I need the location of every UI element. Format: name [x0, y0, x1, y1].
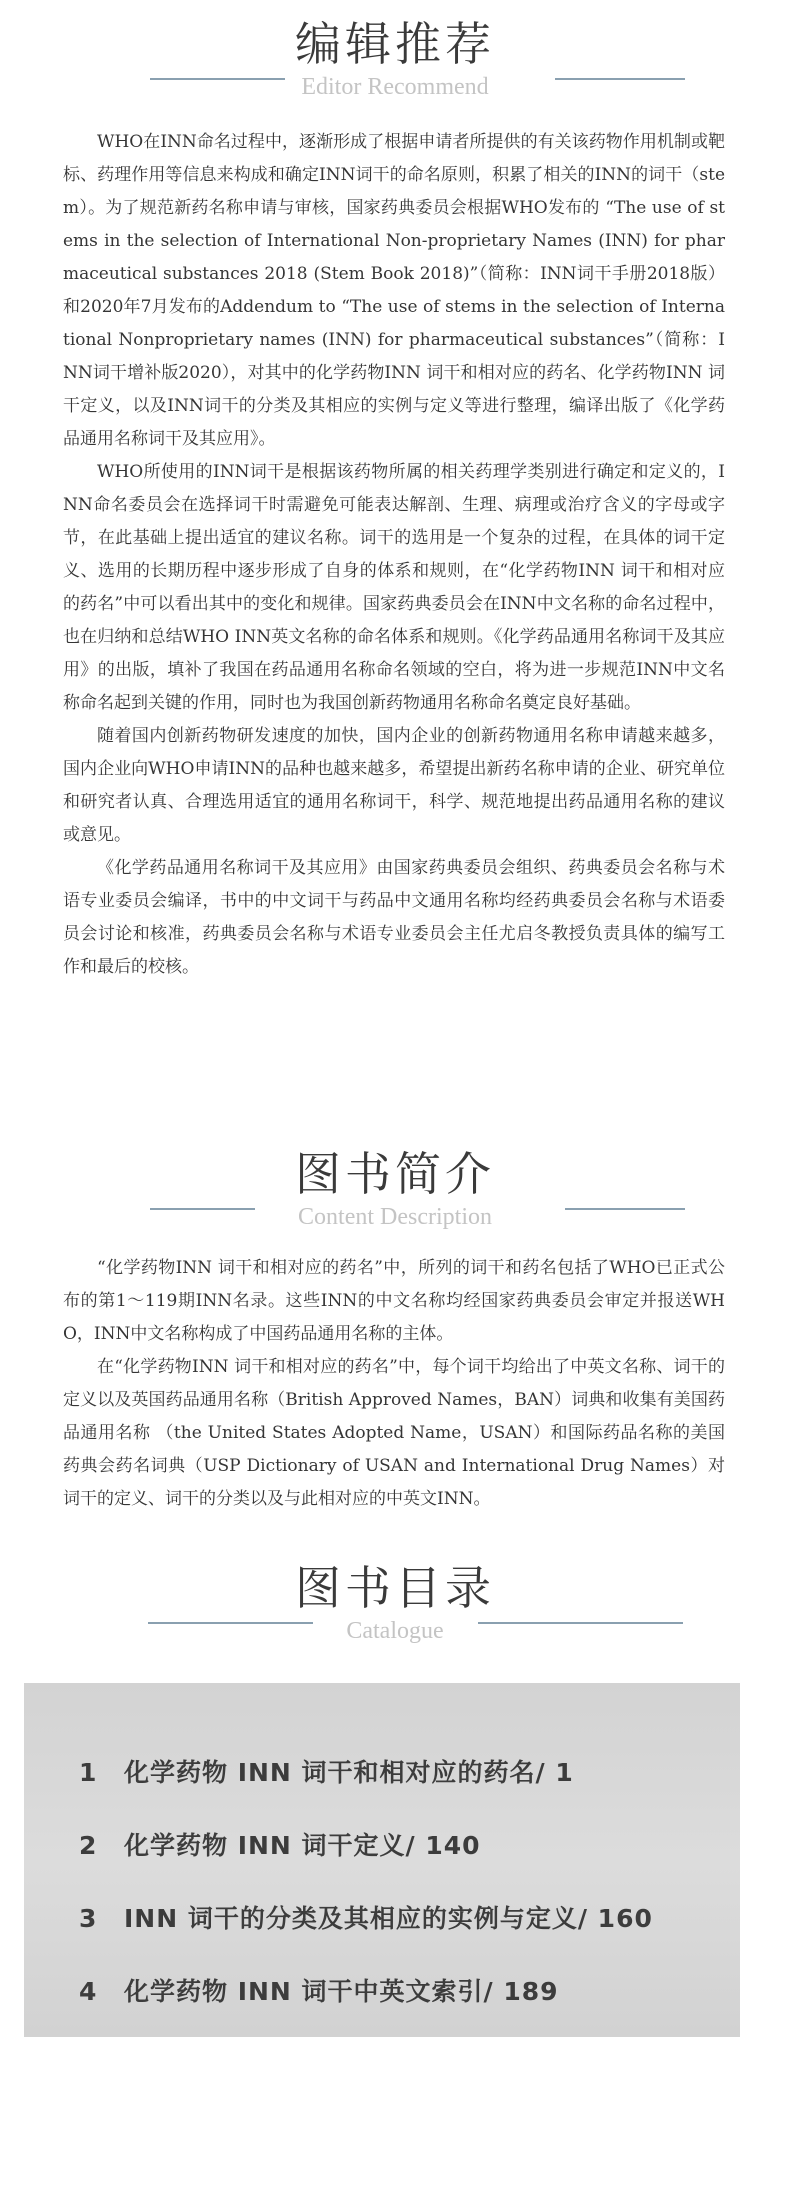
- catalogue-item-number: 4: [79, 1977, 98, 2006]
- catalogue-panel: [24, 1683, 740, 2037]
- paragraph: WHO所使用的INN词干是根据该药物所属的相关药理学类别进行确定和定义的，INN命名委员会在选择词干时需避免可能表达解剖、生理、病理或治疗含义的字母或字节，在此基础上提出适宜的建议名称。词干的选用是一个复杂的过程，在具体的词干定义、选用的长期历程中逐步形成了自身的体系和规则，在“化学药物INN 词干和相对应的药名”中可以看出其中的变化和规律。国家药典委员会在INN中文名称的命名过程中，也在归纳和总结WHO INN英文名称的命名体系和规则。《化学药品通用名称词干及其应用》的出版，填补了我国在药品通用名称命名领域的空白，将为进一步规范INN中文名称命名起到关键的作用，同时也为我国创新药物通用名称命名奠定良好基础。: [63, 462, 725, 713]
- catalogue-item-text: INN 词干的分类及其相应的实例与定义/ 160: [124, 1904, 653, 1933]
- catalogue-header: [0, 1562, 790, 1650]
- paragraph: WHO在INN命名过程中，逐渐形成了根据申请者所提供的有关该药物作用机制或靶标、药理作用等信息来构成和确定INN词干的命名原则，积累了相关的INN的词干（stem）。为了规范新药名称申请与审核，国家药典委员会根据WHO发布的 “The use of stems in the selection of International Non-proprietary Names (INN) for pharmaceutical substances 2018 (Stem Book 2018)”（简称：INN词干手册2018版）和2020年7月发布的Addendum to “The use of stems in the selection of International Nonproprietary names (INN) for pharmaceutical substances”（简称：INN词干增补版2020），对其中的化学药物INN 词干和相对应的药名、化学药物INN 词干定义，以及INN词干的分类及其相应的实例与定义等进行整理，编译出版了《化学药品通用名称词干及其应用》。: [63, 132, 725, 449]
- catalogue-item-number: 2: [79, 1831, 98, 1860]
- catalogue-item-text: 化学药物 INN 词干和相对应的药名/ 1: [124, 1758, 574, 1787]
- catalogue-item-number: 3: [79, 1904, 98, 1933]
- content-description-body: [63, 1252, 725, 1516]
- catalogue-title: 图书目录: [295, 1561, 495, 1615]
- paragraph: 在“化学药物INN 词干和相对应的药名”中，每个词干均给出了中英文名称、词干的定义以及英国药品通用名称（British Approved Names，BAN）词典和收集有美国药品通用名称 （the United States Adopted Name，USAN）和国际药品名称的美国药典会药名词典（USP Dictionary of USAN and International Drug Names）对词干的定义、词干的分类以及与此相对应的中英文INN。: [63, 1357, 725, 1509]
- catalogue-subtitle: Catalogue: [346, 1618, 444, 1644]
- editor-recommend-header: [0, 18, 790, 106]
- title-rule-right: [555, 78, 685, 80]
- catalogue-item: [79, 1753, 574, 1789]
- catalogue-item: [79, 1899, 653, 1935]
- editor-recommend-body: [63, 126, 725, 984]
- catalogue-item-text: 化学药物 INN 词干中英文索引/ 189: [124, 1977, 559, 2006]
- paragraph: 随着国内创新药物研发速度的加快，国内企业的创新药物通用名称申请越来越多，国内企业向WHO申请INN的品种也越来越多，希望提出新药名称申请的企业、研究单位和研究者认真、合理选用适宜的通用名称词干，科学、规范地提出药品通用名称的建议或意见。: [63, 726, 725, 845]
- paragraph: “化学药物INN 词干和相对应的药名”中，所列的词干和药名包括了WHO已正式公布的第1～119期INN名录。这些INN的中文名称均经国家药典委员会审定并报送WHO，INN中文名称构成了中国药品通用名称的主体。: [63, 1258, 725, 1344]
- catalogue-item: [79, 1826, 481, 1862]
- catalogue-item: [79, 1972, 559, 2008]
- content-description-header: [0, 1148, 790, 1236]
- catalogue-item-text: 化学药物 INN 词干定义/ 140: [124, 1831, 481, 1860]
- title-rule-right: [478, 1622, 683, 1624]
- catalogue-item-number: 1: [79, 1758, 98, 1787]
- content-description-subtitle: Content Description: [298, 1204, 492, 1230]
- title-rule-right: [565, 1208, 685, 1210]
- editor-recommend-subtitle: Editor Recommend: [301, 74, 489, 100]
- paragraph: 《化学药品通用名称词干及其应用》由国家药典委员会组织、药典委员会名称与术语专业委员会编译，书中的中文词干与药品中文通用名称均经药典委员会名称与术语委员会讨论和核准，药典委员会名称与术语专业委员会主任尤启冬教授负责具体的编写工作和最后的校核。: [63, 858, 725, 977]
- content-description-title: 图书简介: [295, 1147, 495, 1201]
- editor-recommend-title: 编辑推荐: [295, 17, 495, 71]
